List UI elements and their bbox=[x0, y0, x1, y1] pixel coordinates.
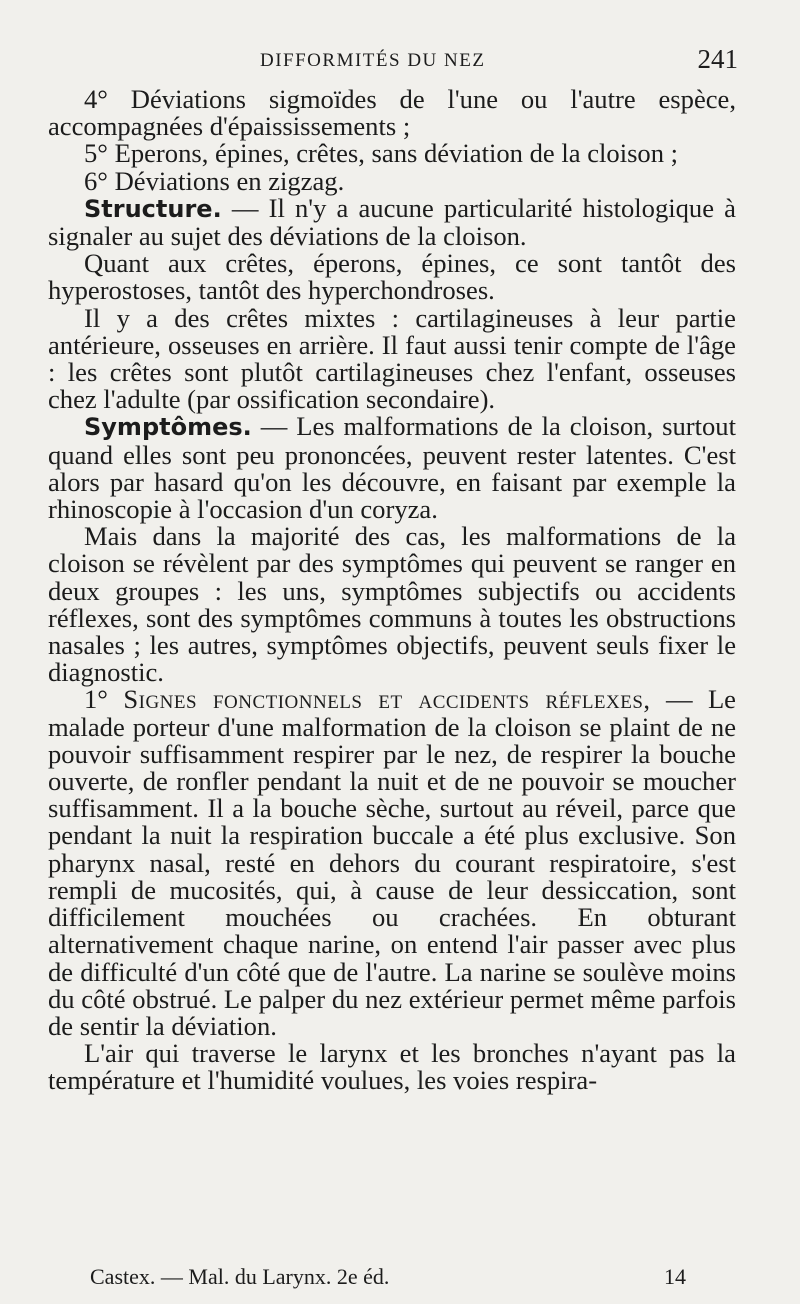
signature-mark: 14 bbox=[664, 1264, 686, 1289]
paragraph-text: — Les malformations de la cloison, surtout quand elles sont peu prononcées, peuvent rester latentes. C'est alors par hasard qu'on les découvre, en faisant par exemple la rhinoscopie à l'occasion d'un coryza. bbox=[48, 411, 736, 525]
paragraph: Mais dans la majorité des cas, les malformations de la cloison se révèlent par des symptômes qui peuvent se ranger en deux groupes : les uns, symptômes subjectifs ou accidents réflexes, sont des symptômes communs à toutes les obstructions nasales ; les autres, symptômes objectifs, peuvent seuls fixer le diagnostic. bbox=[48, 521, 736, 688]
signes-paragraph bbox=[48, 686, 736, 1040]
body-text bbox=[48, 86, 736, 1095]
paragraph-text: — Le malade porteur d'une malformation de la cloison se plaint de ne pouvoir suffisamment respirer par le nez, de respirer la bouche ouverte, de ronfler pendant la nuit et de ne pouvoir se moucher suffisamment. Il a la bouche sèche, surtout au réveil, parce que pendant la nuit la respiration buccale a été plus exclusive. Son pharynx nasal, resté en dehors du courant respiratoire, s'est rempli de mucosités, qui, à cause de leur dessiccation, sont difficilement mouchées ou crachées. En obturant alternativement chaque narine, on entend l'air passer avec plus de difficulté d'un côté que de l'autre. La narine se soulève moins du côté obstrué. Le palper du nez extérieur permet même parfois de sentir la déviation. bbox=[48, 684, 736, 1041]
paragraph: Quant aux crêtes, éperons, épines, ce sont tantôt des hyperostoses, tantôt des hyperchondroses. bbox=[48, 248, 736, 306]
list-item: 5° Eperons, épines, crêtes, sans déviation de la cloison ; bbox=[84, 138, 679, 169]
symptomes-paragraph bbox=[48, 413, 736, 523]
list-item: 6° Déviations en zigzag. bbox=[84, 165, 345, 196]
section-number: 1° bbox=[84, 684, 124, 715]
footer-citation: Castex. — Mal. du Larynx. 2e éd. bbox=[90, 1264, 390, 1289]
section-heading: Signes fonctionnels et accidents réflexes, bbox=[123, 684, 651, 715]
list-item: 4° Déviations sigmoïdes de l'une ou l'autre espèce, accompagnées d'épaississements ; bbox=[48, 84, 736, 142]
running-title: DIFFORMITÉS DU NEZ bbox=[260, 50, 486, 71]
paragraph-text: — Il n'y a aucune particularité histologique à signaler au sujet des déviations de la cloison. bbox=[48, 192, 736, 252]
paragraph: L'air qui traverse le larynx et les bronches n'ayant pas la température et l'humidité voulues, les voies respira- bbox=[48, 1038, 736, 1096]
structure-paragraph bbox=[48, 192, 736, 252]
section-heading: Structure. bbox=[84, 194, 222, 223]
page-number: 241 bbox=[697, 44, 738, 74]
paragraph: Il y a des crêtes mixtes : cartilagineuses à leur partie antérieure, osseuses en arrière. Il faut aussi tenir compte de l'âge : les crêtes sont plutôt cartilagineuses chez l'enfant, osseuses chez l'adulte (par ossification secondaire). bbox=[48, 302, 736, 415]
section-heading: Symptômes. bbox=[84, 413, 252, 442]
running-head bbox=[48, 44, 738, 78]
